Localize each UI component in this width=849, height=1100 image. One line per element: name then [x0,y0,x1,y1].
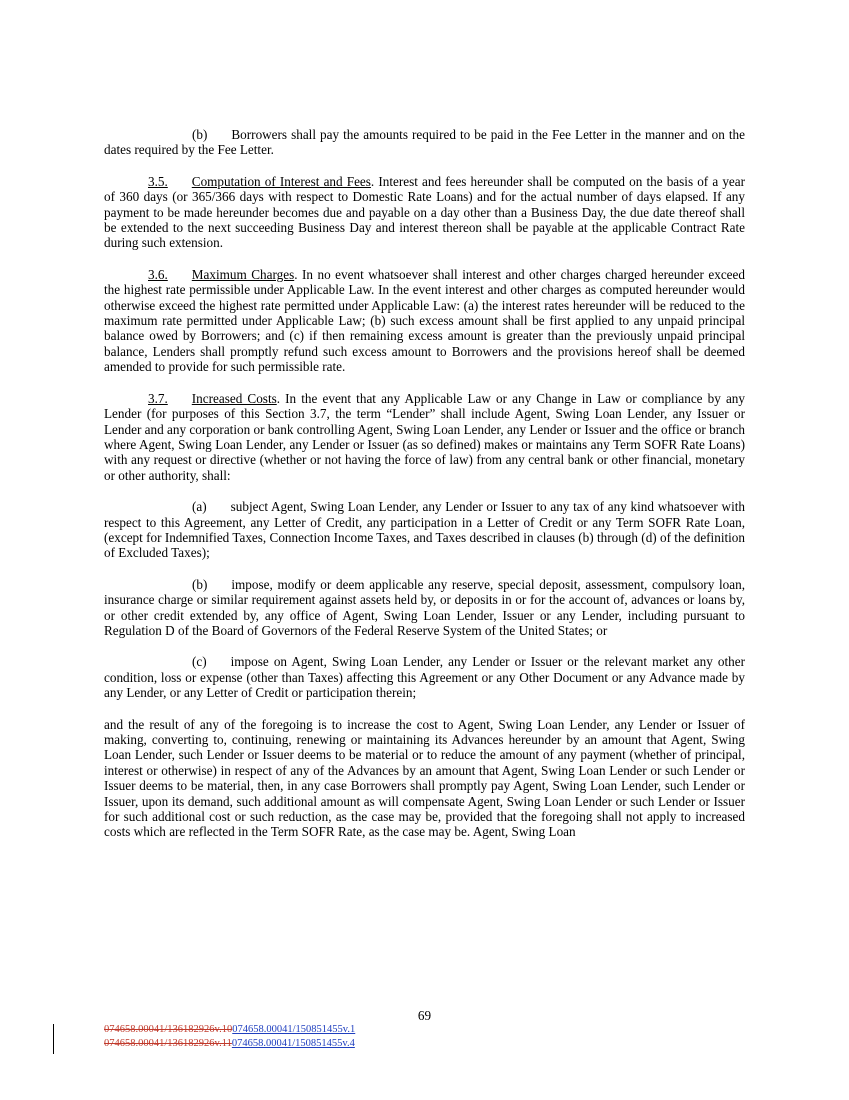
section-text: . In no event whatsoever shall interest and other charges charged hereunder exceed the highest rate permissible under Applicable Law. In the event interest and other charges as computed hereunder would otherwise exceed the highest rate permitted under Applicable Law: (a) the interest rates hereunder will be reduced to the maximum rate permitted under Applicable Law; (b) such excess amount shall be first applied to any unpaid principal balance owed by Borrowers; and (c) if then remaining excess amount is greater than the previously unpaid principal balance, Lenders shall promptly refund such excess amount to Borrowers and the provisions hereof shall be deemed amended to provide for such permissible rate. [104,266,745,375]
section-number: 3.6. [148,266,168,282]
deleted-doc-id: 074658.00041/136182926v.10 [104,1024,233,1035]
section-3-5 [104,174,745,251]
document-id-footer [104,1023,355,1051]
section-text: . Interest and fees hereunder shall be computed on the basis of a year of 360 days (or 365/366 days with respect to Domestic Rate Loans) and for the actual number of days elapsed. If any payment to be made hereunder becomes due and payable on a day other than a Business Day, the due date thereof shall be extended to the next succeeding Business Day and interest thereon shall be payable at the applicable Contract Rate during such extension. [104,173,746,251]
section-heading: Maximum Charges [191,266,295,282]
section-number: 3.7. [148,390,168,406]
section-number: 3.5. [148,173,168,189]
clause-marker: (b) [192,127,208,142]
inserted-doc-id: 074658.00041/150851455v.1 [232,1024,356,1035]
section-3-6 [104,267,745,375]
document-body [104,127,745,856]
clause-text: impose on Agent, Swing Loan Lender, any Lender or Issuer or the relevant market any other condition, loss or expense (other than Taxes) affecting this Agreement or any Other Document or any Advance made by any Lender, or any Letter of Credit or participation therein; [104,654,745,701]
clause-marker: (a) [192,499,207,515]
clause-marker: (c) [192,654,207,670]
change-bar [53,1024,54,1054]
clause-text: impose, modify or deem applicable any reserve, special deposit, assessment, compulsory loan, insurance charge or similar requirement against assets held by, or deposits in or for the account of, advances or loans by, or other credit extended by, any office of Agent, Swing Loan Lender, Issuer or any Lender, including pursuant to Regulation D of the Board of Governors of the Federal Reserve System of the United States; or [104,576,745,638]
clause-b [104,577,745,639]
document-id-line [104,1023,355,1037]
clause-text: subject Agent, Swing Loan Lender, any Lender or Issuer to any tax of any kind whatsoever with respect to this Agreement, any Letter of Credit, any participation in a Letter of Credit or any Term SOFR Rate Loan, (except for Indemnified Taxes, Connection Income Taxes, and Taxes described in clauses (b) through (d) of the definition of Excluded Taxes); [104,499,745,561]
clause-c [104,654,745,700]
paragraph-text: Borrowers shall pay the amounts required to be paid in the Fee Letter in the manner and on the dates required by the Fee Letter. [104,127,745,158]
deleted-doc-id: 074658.00041/136182926v.11 [104,1038,232,1049]
document-id-line [104,1037,355,1051]
section-3-7 [104,391,745,483]
clause-a [104,499,745,561]
clause-marker: (b) [192,576,208,592]
inserted-doc-id: 074658.00041/150851455v.4 [231,1038,355,1049]
page-number: 69 [417,1008,432,1023]
paragraph-b-fee-letter [104,127,745,158]
section-heading: Computation of Interest and Fees [191,173,371,189]
closing-paragraph: and the result of any of the foregoing is to increase the cost to Agent, Swing Loan Lender, any Lender or Issuer of making, converting to, continuing, renewing or maintaining its Advances hereunder by an amount that Agent, Swing Loan Lender, such Lender or Issuer deems to be material or to reduce the amount of any payment (whether of principal, interest or otherwise) in respect of any of the Advances by an amount that Agent, Swing Loan Lender or such Lender or Issuer deems to be material, then, in any case Borrowers shall promptly pay Agent, Swing Loan Lender, such Lender or Issuer, upon its demand, such additional amount as will compensate Agent, Swing Loan Lender or such Lender or Issuer for such additional cost or such reduction, as the case may be, provided that the foregoing shall not apply to increased costs which are reflected in the Term SOFR Rate, as the case may be. Agent, Swing Loan [104,716,745,840]
section-heading: Increased Costs [191,390,277,406]
section-text: . In the event that any Applicable Law or any Change in Law or compliance by any Lender (for purposes of this Section 3.7, the term “Lender” shall include Agent, Swing Loan Lender, any Issuer or Lender and any corporation or bank controlling Agent, Swing Loan Lender, any Lender or Issuer and the office or branch where Agent, Swing Loan Lender, any Lender or Issuer (as so defined) makes or maintains any Term SOFR Rate Loans) with any request or directive (whether or not having the force of law) from any central bank or other financial, monetary or other authority, shall: [104,390,745,483]
